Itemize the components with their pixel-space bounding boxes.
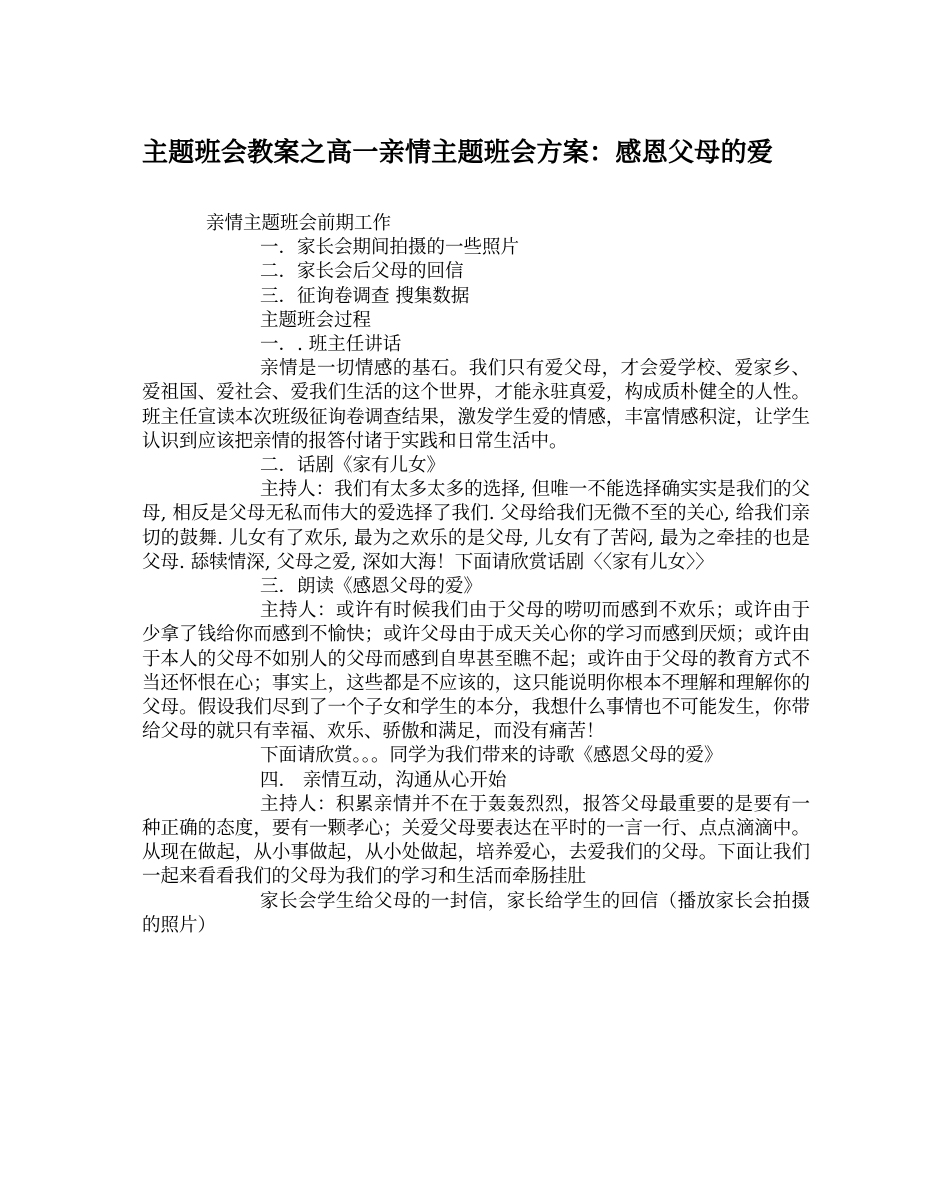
section-heading: 亲情主题班会前期工作	[206, 213, 392, 234]
body-paragraph: 主持人：积累亲情并不在于轰轰烈烈，报答父母最重要的是要有一种正确的态度，要有一颗孝心；关爱父母要表达在平时的一言一行、点点滴滴中。从现在做起，从小事做起，从小处做起，培养爱心，去爱我们的父母。下面让我们一起来看看我们的父母为我们的学习和生活而牵肠挂肚	[142, 793, 810, 888]
list-item: 一．家长会期间拍摄的一些照片	[260, 237, 520, 259]
list-item: 三．征询卷调查 搜集数据	[260, 285, 470, 307]
list-item: 一．. 班主任讲话	[260, 334, 402, 356]
body-paragraph: 亲情是一切情感的基石。我们只有爱父母，才会爱学校、爱家乡、爱祖国、爱社会、爱我们生活的这个世界，才能永驻真爱，构成质朴健全的人性。班主任宣读本次班级征询卷调查结果，激发学生爱的情感，丰富情感积淀，让学生认识到应该把亲情的报答付诸于实践和日常生活中。	[142, 358, 810, 452]
document-title: 主题班会教案之高一亲情主题班会方案：感恩父母的爱	[142, 138, 774, 168]
body-paragraph: 家长会学生给父母的一封信，家长给学生的回信（播放家长会拍摄的照片）	[142, 890, 810, 936]
body-paragraph: 主持人：或许有时候我们由于父母的唠叨而感到不欢乐；或许由于少拿了钱给你而感到不愉快；或许父母由于成天关心你的学习而感到厌烦；或许由于本人的父母不如别人的父母而感到自卑甚至瞧不起；或许由于父母的教育方式不当还怀恨在心；事实上，这些都是不应该的，这只能说明你根本不理解和理解你的父母。假设我们尽到了一个子女和学生的本分，我想什么事情也不可能发生，你带给父母的就只有幸福、欢乐、骄傲和满足，而没有痛苦！	[142, 600, 810, 743]
list-item: 三．朗读《感恩父母的爱》	[260, 576, 483, 598]
body-paragraph: 主持人：我们有太多太多的选择, 但唯一不能选择确实实是我们的父母, 相反是父母无私而伟大的爱选择了我们. 父母给我们无微不至的关心, 给我们亲切的鼓舞. 儿女有了欢乐, 最为之欢乐的是父母, 儿女有了苦闷, 最为之牵挂的也是父母. 舔犊情深, 父母之爱, 深如大海！下面请欣赏话剧〈〈家有儿女〉〉	[142, 479, 810, 573]
body-paragraph: 下面请欣赏。。。同学为我们带来的诗歌《感恩父母的爱》	[260, 745, 723, 767]
list-item: 二．话剧《家有儿女》	[260, 455, 446, 477]
list-item: 二．家长会后父母的回信	[260, 261, 464, 283]
section-heading: 主题班会过程	[260, 309, 372, 331]
document-body	[142, 212, 810, 938]
list-item: 四． 亲情互动，沟通从心开始	[260, 769, 507, 791]
